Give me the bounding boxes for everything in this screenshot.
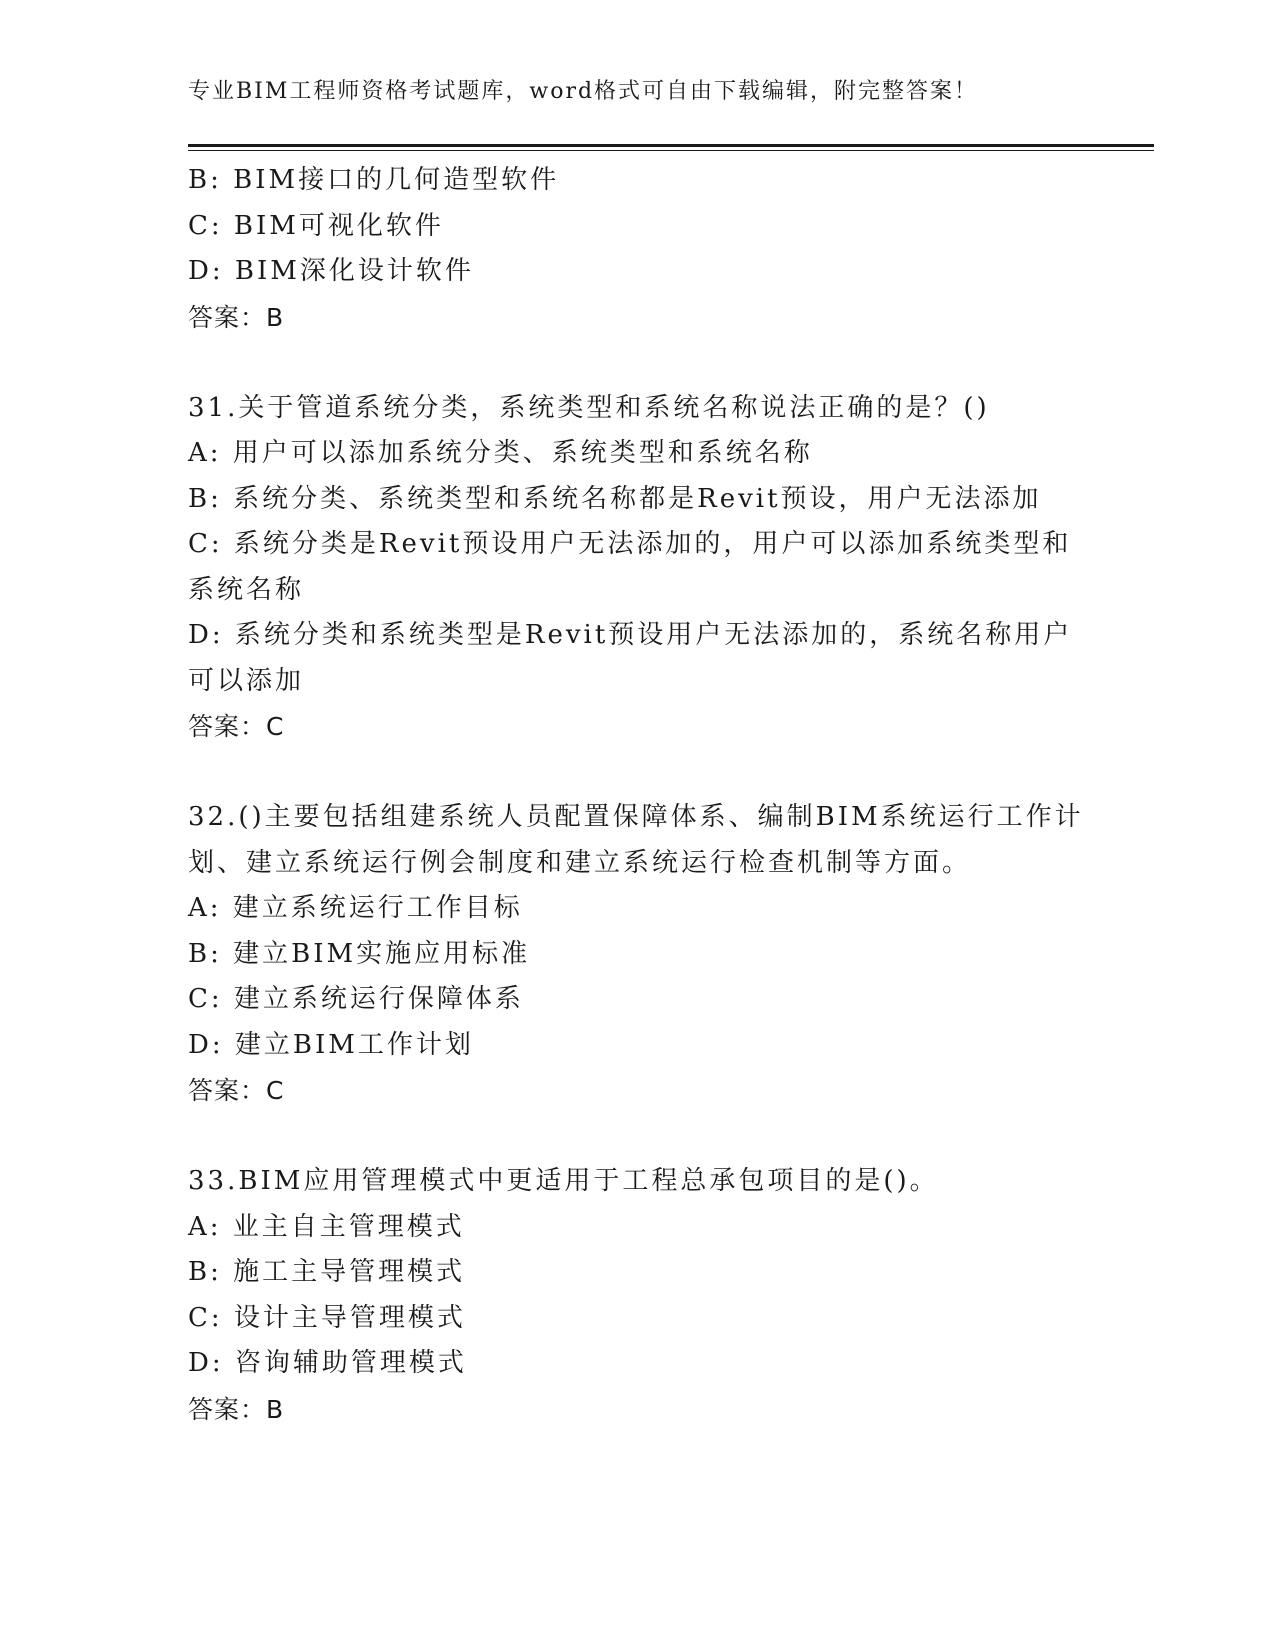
option-line: C: BIM可视化软件 <box>188 210 444 241</box>
option-line: B: 施工主导管理模式 <box>188 1257 466 1287</box>
option-line: D: BIM深化设计软件 <box>188 256 474 286</box>
option-line-continued: 可以添加 <box>188 665 305 696</box>
question-text: 33.BIM应用管理模式中更适用于工程总承包项目的是()。 <box>188 1166 939 1196</box>
answer-line: 答案：C <box>188 712 285 741</box>
option-line: D: 建立BIM工作计划 <box>188 1029 474 1060</box>
question-text: 31.关于管道系统分类，系统类型和系统名称说法正确的是？() <box>188 392 990 423</box>
option-line: A: 业主自主管理模式 <box>188 1211 465 1242</box>
spacer <box>188 1114 1088 1160</box>
option-line: C: 系统分类是Revit预设用户无法添加的，用户可以添加系统类型和 <box>188 529 1072 559</box>
option-line: B: BIM接口的几何造型软件 <box>188 165 560 195</box>
question-block <box>188 1159 1088 1432</box>
option-line-continued: 系统名称 <box>188 574 305 605</box>
header-rule-thick <box>188 144 1154 147</box>
option-line: A: 用户可以添加系统分类、系统类型和系统名称 <box>188 438 813 468</box>
question-block <box>188 158 1088 340</box>
question-text-continued: 划、建立系统运行例会制度和建立系统运行检查机制等方面。 <box>188 847 972 878</box>
option-line: B: 建立BIM实施应用标准 <box>188 938 531 969</box>
spacer <box>188 340 1088 386</box>
option-line: D: 系统分类和系统类型是Revit预设用户无法添加的，系统名称用户 <box>188 620 1073 650</box>
option-line: A: 建立系统运行工作目标 <box>188 893 523 923</box>
answer-line: 答案：B <box>188 302 285 332</box>
question-text: 32.()主要包括组建系统人员配置保障体系、编制BIM系统运行工作计 <box>188 802 1084 832</box>
option-line: C: 建立系统运行保障体系 <box>188 984 524 1014</box>
question-block <box>188 795 1088 1114</box>
option-line: B: 系统分类、系统类型和系统名称都是Revit预设，用户无法添加 <box>188 483 1042 514</box>
question-content <box>188 158 1088 1432</box>
answer-line: 答案：C <box>188 1076 285 1105</box>
header-rule-thin <box>188 150 1154 151</box>
answer-line: 答案：B <box>188 1394 285 1424</box>
option-line: C: 设计主导管理模式 <box>188 1302 466 1333</box>
page-header: 专业BIM工程师资格考试题库，word格式可自由下载编辑，附完整答案！ <box>188 79 979 104</box>
spacer <box>188 750 1088 796</box>
question-block <box>188 386 1088 750</box>
option-line: D: 咨询辅助管理模式 <box>188 1348 467 1378</box>
